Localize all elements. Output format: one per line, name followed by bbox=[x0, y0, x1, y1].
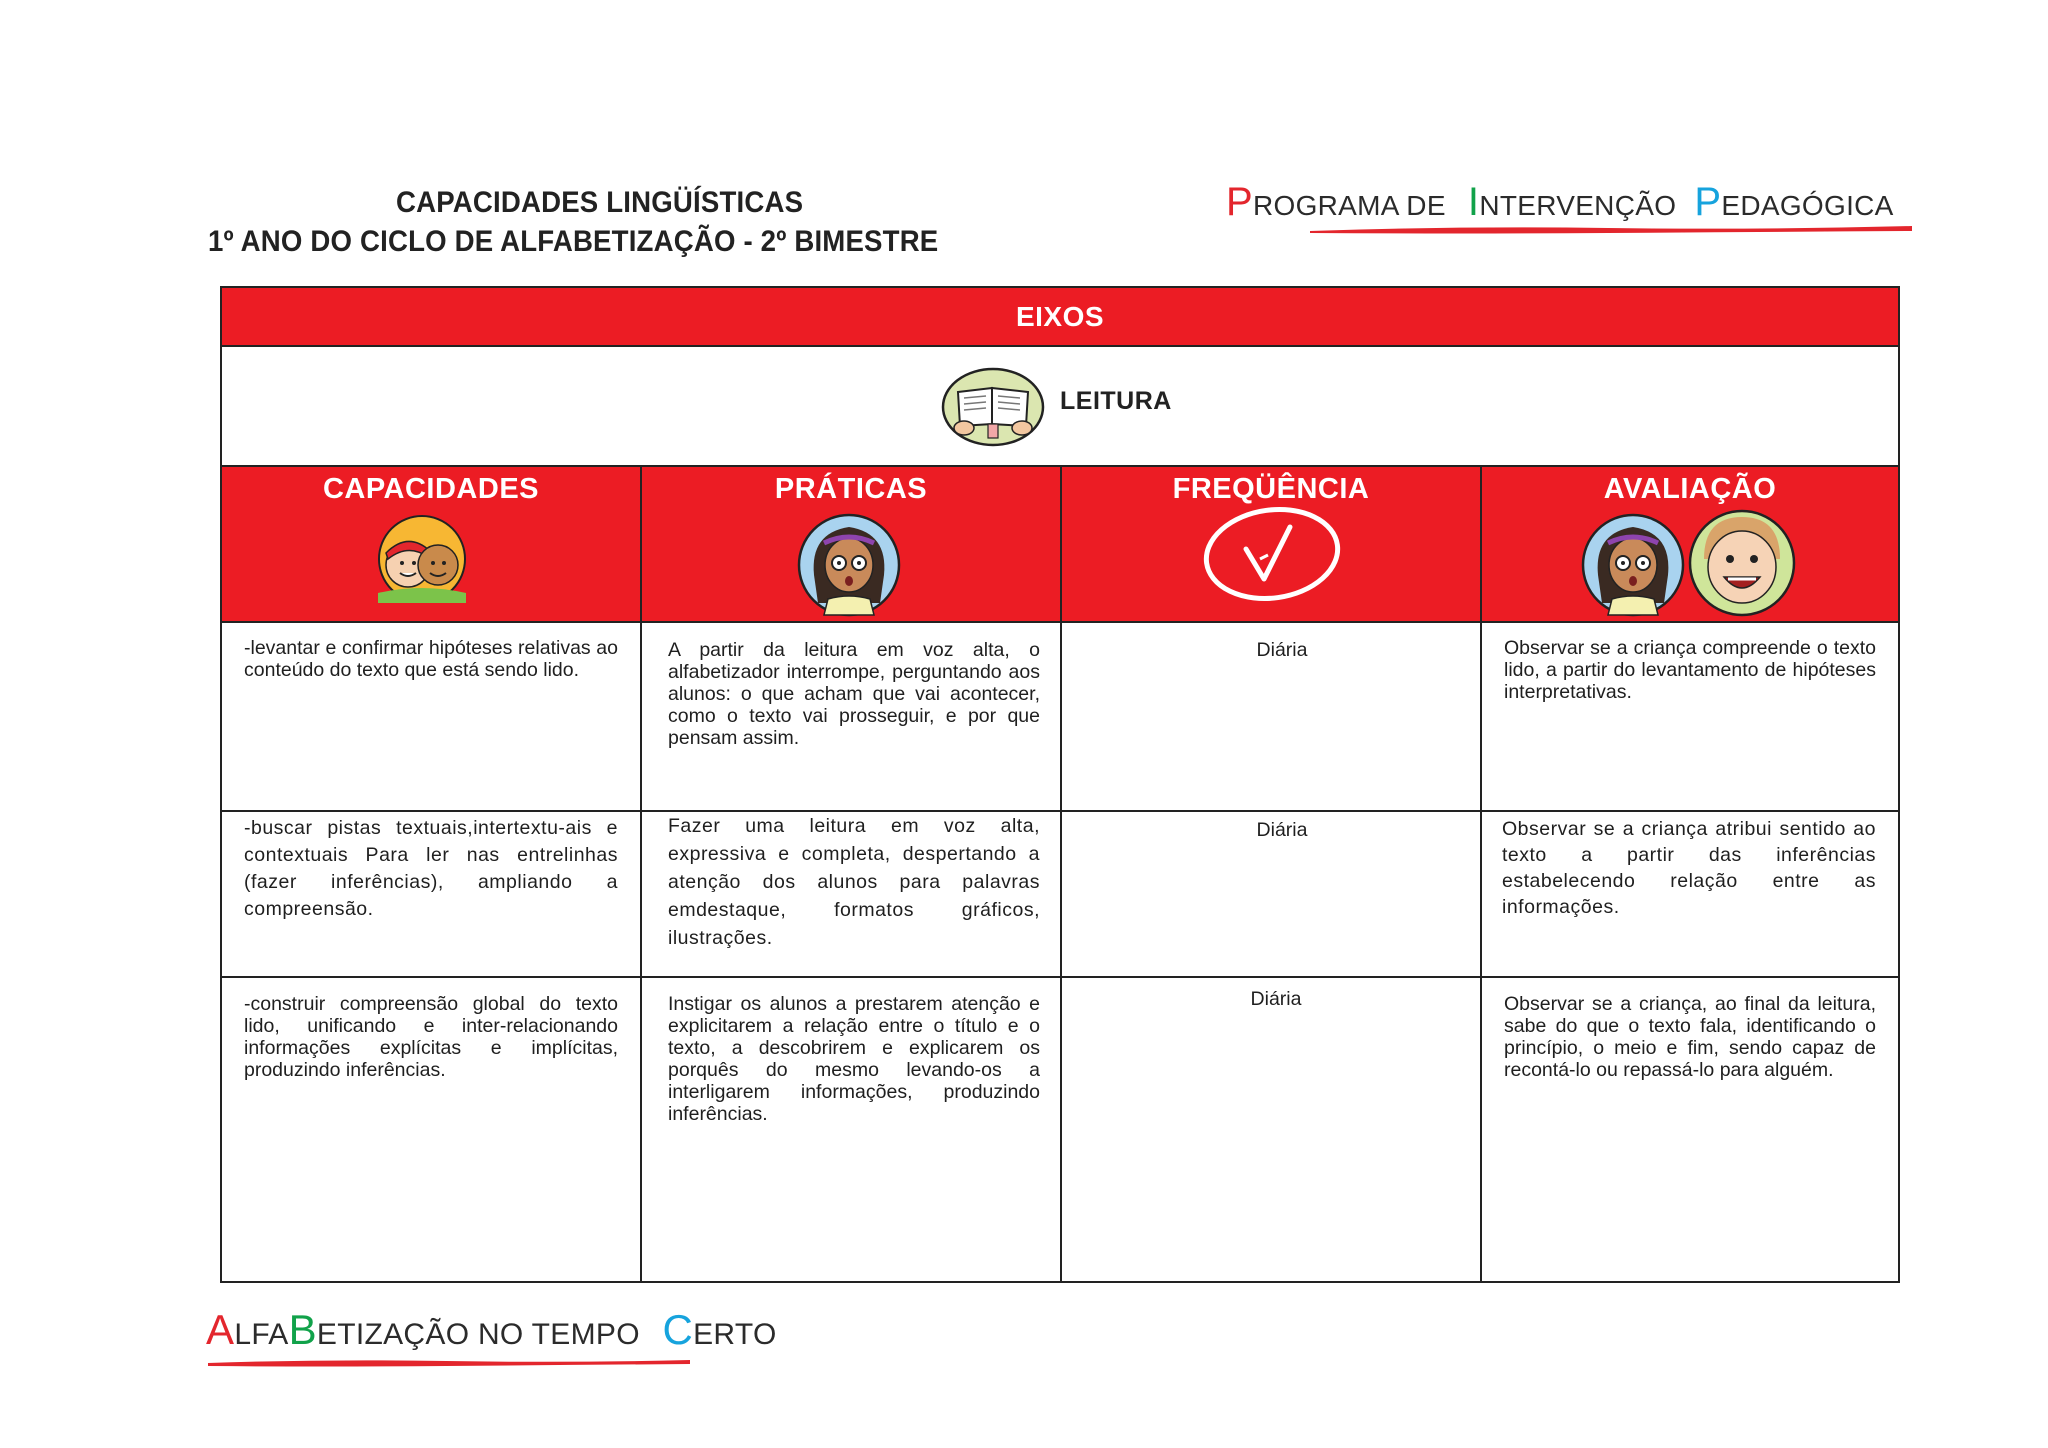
row-divider bbox=[222, 810, 1898, 812]
program-logo: PROGRAMA DE INTERVENÇÃO PEDAGÓGICA bbox=[1226, 180, 1894, 224]
axis-label: LEITURA bbox=[1060, 387, 1172, 415]
boy-icon bbox=[1686, 507, 1798, 619]
table-cell-pratica: Fazer uma leitura em voz alta, expressiva e completa, despertando a atenção dos alunos para palavras emdestaque, formatos gráficos, ilustrações. bbox=[668, 815, 1040, 949]
eixos-header: EIXOS bbox=[222, 288, 1898, 347]
table-cell-frequencia: Diária bbox=[1256, 639, 1308, 661]
girl-icon bbox=[1578, 513, 1688, 617]
table-cell-capacidade: -levantar e confirmar hipóteses relativas ao conteúdo do texto que está sendo lido. bbox=[244, 637, 618, 681]
footer-logo: ALFABETIZAÇÃO NO TEMPO CERTO bbox=[206, 1306, 777, 1353]
program-underline bbox=[1308, 222, 1914, 236]
capacities-table bbox=[220, 286, 1900, 1283]
page-title: CAPACIDADES LINGÜÍSTICAS bbox=[396, 186, 804, 219]
table-cell-pratica: Instigar os alunos a prestarem atenção e explicitarem a relação entre o título e o texto, a descobrirem e explicarem os porquês do mesmo levando-os a interligarem informações, produzindo inferências. bbox=[668, 993, 1040, 1125]
column-divider bbox=[1480, 467, 1482, 1283]
checkmark-icon bbox=[1200, 497, 1342, 607]
footer-underline bbox=[206, 1356, 692, 1368]
column-header-capacidades: CAPACIDADES bbox=[222, 467, 640, 623]
column-divider bbox=[1060, 467, 1062, 1283]
table-cell-avaliacao: Observar se a criança compreende o texto lido, a partir do levantamento de hipóteses interpretativas. bbox=[1504, 637, 1876, 703]
column-header-frequencia: FREQÜÊNCIA bbox=[1062, 467, 1480, 623]
table-cell-frequencia: Diária bbox=[1250, 988, 1302, 1010]
table-cell-capacidade: -buscar pistas textuais,intertextu-ais e contextuais Para ler nas entrelinhas (fazer inferências), ampliando a compreensão. bbox=[244, 817, 618, 920]
column-divider bbox=[640, 467, 642, 1283]
girl-icon bbox=[794, 513, 904, 617]
table-cell-pratica: A partir da leitura em voz alta, o alfabetizador interrompe, perguntando aos alunos: o que acham que vai acontecer, como o texto vai prosseguir, e por que pensam assim. bbox=[668, 639, 1040, 749]
table-cell-avaliacao: Observar se a criança, ao final da leitura, sabe do que o texto fala, identificando o princípio, o meio e fim, sendo capaz de recontá-lo ou repassá-lo para alguém. bbox=[1504, 993, 1876, 1081]
column-header-avaliacao: AVALIAÇÃO bbox=[1482, 467, 1898, 623]
column-header-praticas: PRÁTICAS bbox=[642, 467, 1060, 623]
children-icon bbox=[368, 513, 476, 605]
book-reading-icon bbox=[940, 366, 1046, 448]
table-cell-frequencia: Diária bbox=[1256, 819, 1308, 841]
table-cell-capacidade: -construir compreensão global do texto lido, unificando e inter-relacionando informações explícitas e implícitas, produzindo inferências. bbox=[244, 993, 618, 1081]
page-subtitle: 1º ANO DO CICLO DE ALFABETIZAÇÃO - 2º BIMESTRE bbox=[208, 225, 939, 258]
axis-row bbox=[222, 347, 1898, 467]
row-divider bbox=[222, 976, 1898, 978]
table-cell-avaliacao: Observar se a criança atribui sentido ao texto a partir das inferências estabelecendo relação entre as informações. bbox=[1502, 818, 1876, 918]
